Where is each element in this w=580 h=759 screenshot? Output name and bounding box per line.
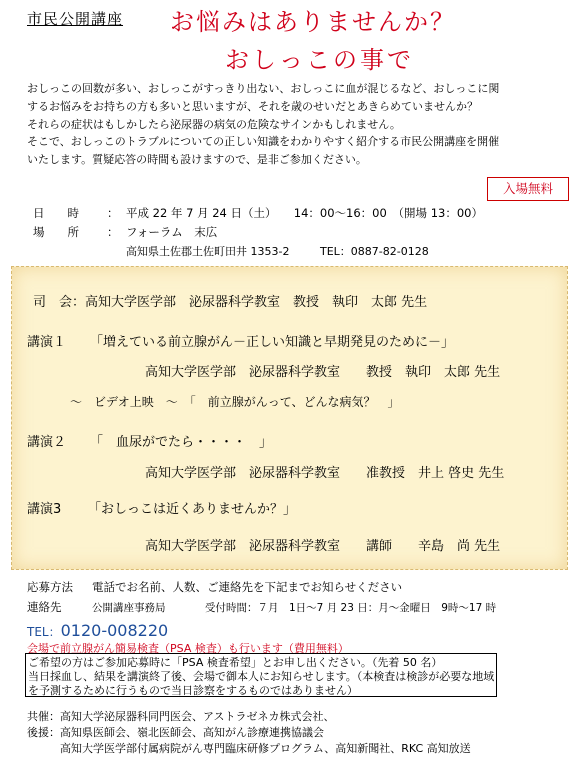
tel-number: 0120-008220: [60, 621, 169, 640]
lecture3-speaker: 高知大学医学部 泌尿器科学教室 講師 辛島 尚 先生: [145, 539, 501, 554]
intro-line: おしっこの回数が多い、おしっこがすっきり出ない、おしっこに血が混じるなど、おしっこに関: [27, 82, 500, 95]
support-list: 高知大学医学部付属病院がん専門臨床研修プログラム、高知新聞社、RKC 高知放送: [60, 742, 471, 755]
venue-tel: TEL：0887-82-0128: [320, 245, 429, 258]
lecture2-label: 講演２: [27, 435, 67, 450]
lecture1-speaker: 高知大学医学部 泌尿器科学教室 教授 執印 太郎 先生: [145, 365, 501, 380]
place-label: 場 所: [33, 225, 79, 239]
support-label: 後援：: [27, 726, 60, 739]
support-list: 高知県医師会、嶺北医師会、高知がん診療連携協議会: [60, 726, 324, 739]
psa-detail-line: を予測するために行うもので当日診察をするものではありません）: [28, 684, 358, 697]
intro-line: いたします。質疑応答の時間も設けますので、是非ご参加ください。: [27, 153, 367, 167]
chair: 司 会：高知大学医学部 泌尿器科学教室 教授 執印 太郎 先生: [33, 295, 428, 310]
apply-method-text: 電話でお名前、人数、ご連絡先を下記までお知らせください: [92, 580, 403, 594]
address: 高知県土佐郡土佐町田井 1353-2: [126, 245, 290, 258]
tel-prefix: TEL：: [27, 625, 61, 639]
lecture1-title: 「増えている前立腺がん－正しい知識と早期発見のために－」: [90, 335, 455, 350]
video-screening: ～ ビデオ上映 ～ 「 前立腺がんって、どんな病気？ 」: [70, 395, 400, 409]
date-value: 平成 22 年 7 月 24 日（土） 14：00～16：00 （開場 13：00）: [126, 206, 483, 220]
date-label: 日 時: [33, 206, 79, 220]
contact-office: 公開講座事務局: [92, 602, 166, 614]
intro-line: そこで、おしっこのトラブルについての正しい知識をわかりやすく紹介する市民公開講座を開催: [27, 135, 500, 149]
lecture2-title: 「 血尿がでたら・・・・ 」: [90, 435, 273, 450]
place-value: フォーラム 末広: [126, 225, 218, 239]
cohost-list: 高知大学泌尿器科同門医会、アストラゼネカ株式会社、: [60, 710, 335, 723]
place-colon: ：: [107, 225, 119, 239]
apply-method-label: 応募方法: [27, 580, 73, 594]
intro-paragraph: [27, 80, 567, 169]
program-panel: [11, 266, 568, 570]
series-label: 市民公開講座: [27, 10, 124, 28]
psa-detail-line: ご希望の方はご参加応募時に「PSA 検査希望」とお申し出ください。（先着 50 名）: [28, 656, 443, 669]
psa-notice: 会場で前立腺がん簡易検査（PSA 検査）も行います（費用無料）: [27, 642, 349, 655]
lecture2-speaker: 高知大学医学部 泌尿器科学教室 准教授 井上 啓史 先生: [145, 466, 505, 481]
contact-hours: 受付時間：７月 1日～7 月 23 日：月～金曜日 9時～17 時: [205, 602, 497, 614]
page-title: お悩みはありませんか？: [170, 8, 456, 36]
lecture3-title: 「おしっこは近くありませんか？」: [88, 502, 297, 517]
free-admission-badge: 入場無料: [487, 177, 569, 201]
contact-label: 連絡先: [27, 600, 62, 614]
lecture3-label: 講演3: [27, 502, 62, 517]
intro-line: するお悩みをお持ちの方も多いと思いますが、それを歳のせいだとあきらめていませんか？: [27, 99, 478, 113]
contact-tel: [27, 621, 168, 640]
intro-line: それらの症状はもしかしたら泌尿器の病気の危険なサインかもしれません。: [27, 117, 401, 131]
lecture1-label: 講演１: [27, 335, 67, 350]
psa-detail-line: 当日採血し、結果を講演終了後、会場で御本人にお知らせします。（本検査は検診が必要な地域: [28, 670, 495, 683]
page-subtitle: おしっこの事で: [225, 46, 414, 74]
date-colon: ：: [107, 206, 119, 220]
cohost-label: 共催：: [27, 710, 60, 723]
